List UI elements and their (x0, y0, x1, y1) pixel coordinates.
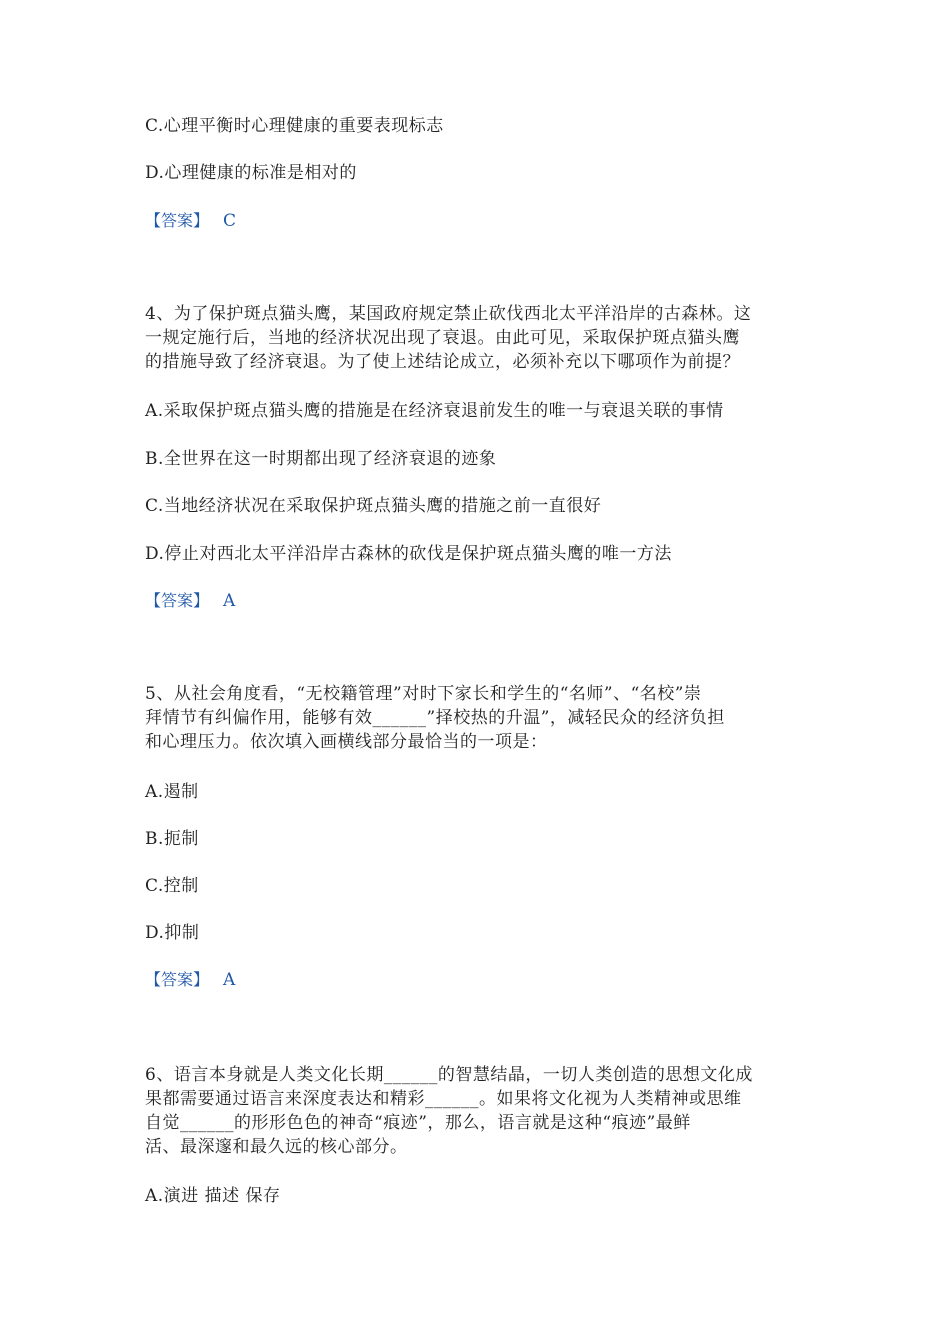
answer-value: A (223, 591, 236, 611)
q4-option-d: D.停止对西北太平洋沿岸古森林的砍伐是保护斑点猫头鹰的唯一方法 (145, 544, 672, 564)
answer-label: 【答案】 (145, 970, 210, 989)
answer-value: A (223, 970, 236, 990)
q5-question-text (145, 682, 805, 754)
q3-answer (145, 209, 236, 233)
q5-option-c: C.控制 (145, 876, 199, 896)
q4-line-2: 一规定施行后，当地的经济状况出现了衰退。由此可见，采取保护斑点猫头鹰 (145, 328, 740, 348)
answer-label: 【答案】 (145, 211, 210, 230)
q5-line-3: 和心理压力。依次填入画横线部分最恰当的一项是： (145, 732, 548, 752)
q4-answer (145, 589, 235, 613)
q4-option-c: C.当地经济状况在采取保护斑点猫头鹰的措施之前一直很好 (145, 496, 602, 516)
q3-option-c: C.心理平衡时心理健康的重要表现标志 (145, 116, 444, 136)
answer-value: C (223, 211, 237, 231)
q6-line-1: 6、语言本身就是人类文化长期______的智慧结晶，一切人类创造的思想文化成 (145, 1065, 753, 1085)
q6-line-3: 自觉______的形形色色的神奇“痕迹”，那么，语言就是这种“痕迹”最鲜 (145, 1113, 691, 1133)
q4-option-b: B.全世界在这一时期都出现了经济衰退的迹象 (145, 449, 497, 469)
q4-option-a: A.采取保护斑点猫头鹰的措施是在经济衰退前发生的唯一与衰退关联的事情 (145, 401, 724, 421)
q5-option-d: D.抑制 (145, 923, 200, 943)
q5-option-b: B.扼制 (145, 829, 199, 849)
q5-option-a: A.遏制 (145, 782, 199, 802)
q3-option-d: D.心理健康的标准是相对的 (145, 163, 357, 183)
q6-line-2: 果都需要通过语言来深度表达和精彩______。如果将文化视为人类精神或思维 (145, 1089, 742, 1109)
q4-line-3: 的措施导致了经济衰退。为了使上述结论成立，必须补充以下哪项作为前提？ (145, 352, 740, 372)
q6-question-text (145, 1063, 805, 1159)
q4-question-text (145, 302, 805, 374)
q5-answer (145, 968, 235, 992)
q4-line-1: 4、为了保护斑点猫头鹰，某国政府规定禁止砍伐西北太平洋沿岸的古森林。这 (145, 304, 752, 324)
q6-option-a: A.演进 描述 保存 (145, 1186, 281, 1206)
q6-line-4: 活、最深邃和最久远的核心部分。 (145, 1137, 408, 1157)
answer-label: 【答案】 (145, 591, 210, 610)
q5-line-2: 拜情节有纠偏作用，能够有效______”择校热的升温”，减轻民众的经济负担 (145, 708, 725, 728)
q5-line-1: 5、从社会角度看，“无校籍管理”对时下家长和学生的“名师”、“名校”崇 (145, 684, 702, 704)
